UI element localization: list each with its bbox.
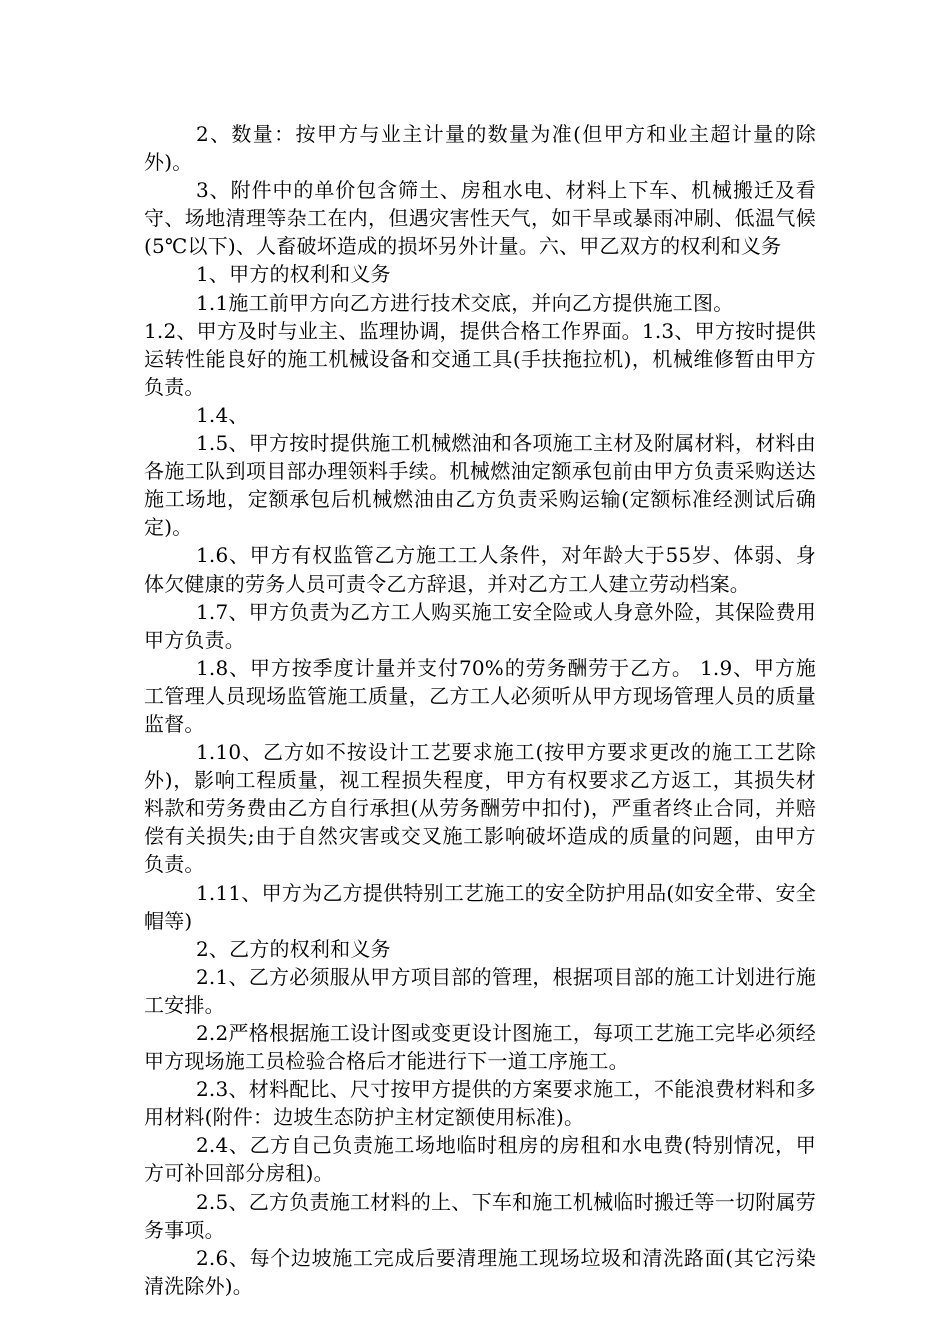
section-heading: 1、甲方的权利和义务 [196, 262, 391, 287]
paragraph: 2.3、材料配比、尺寸按甲方提供的方案要求施工，不能浪费材料和多用材料(附件：边坡生态防护主材定额使用标准)。 [144, 1077, 816, 1130]
section-heading: 2、乙方的权利和义务 [196, 936, 391, 961]
paragraph: 2.1、乙方必须服从甲方项目部的管理，根据项目部的施工计划进行施工安排。 [144, 964, 816, 1017]
paragraph: 3、附件中的单价包含筛土、房租水电、材料上下车、机械搬迁及看守、场地清理等杂工在内，但遇灾害性天气，如干旱或暴雨冲刷、低温气候(5℃以下)、人畜破坏造成的损坏另外计量。六、甲乙双方的权利和义务 [144, 178, 816, 259]
paragraph: 1.6、甲方有权监管乙方施工工人条件，对年龄大于55岁、体弱、身体欠健康的劳务人员可责令乙方辞退，并对乙方工人建立劳动档案。 [144, 543, 816, 596]
paragraph: 2、数量：按甲方与业主计量的数量为准(但甲方和业主超计量的除外)。 [144, 122, 816, 175]
paragraph: 1.11、甲方为乙方提供特别工艺施工的安全防护用品(如安全带、安全帽等) [144, 880, 816, 933]
paragraph: 2.5、乙方负责施工材料的上、下车和施工机械临时搬迁等一切附属劳务事项。 [144, 1189, 816, 1242]
paragraph: 2.4、乙方自己负责施工场地临时租房的房租和水电费(特别情况，甲方可补回部分房租)。 [144, 1133, 816, 1186]
paragraph: 1.7、甲方负责为乙方工人购买施工安全险或人身意外险，其保险费用甲方负责。 [144, 599, 816, 652]
paragraph: 2.6、每个边坡施工完成后要清理施工现场垃圾和清洗路面(其它污染清洗除外)。 [144, 1245, 816, 1298]
paragraph: 1.5、甲方按时提供施工机械燃油和各项施工主材及附属材料，材料由各施工队到项目部办理领料手续。机械燃油定额承包前由甲方负责采购送达施工场地，定额承包后机械燃油由乙方负责采购运输(定额标准经测试后确定)。 [144, 431, 816, 540]
paragraph: 1.8、甲方按季度计量并支付70%的劳务酬劳于乙方。 1.9、甲方施工管理人员现场监管施工质量，乙方工人必须听从甲方现场管理人员的质量监督。 [144, 655, 816, 736]
paragraph: 1.1施工前甲方向乙方进行技术交底，并向乙方提供施工图。 [196, 290, 734, 315]
document-page [144, 120, 816, 1300]
paragraph: 1.4、 [196, 402, 249, 427]
paragraph: 1.2、甲方及时与业主、监理协调，提供合格工作界面。1.3、甲方按时提供运转性能良好的施工机械设备和交通工具(手扶拖拉机)，机械维修暂由甲方负责。 [144, 318, 816, 399]
paragraph: 2.2严格根据施工设计图或变更设计图施工，每项工艺施工完毕必须经甲方现场施工员检验合格后才能进行下一道工序施工。 [144, 1021, 816, 1074]
paragraph: 1.10、乙方如不按设计工艺要求施工(按甲方要求更改的施工工艺除外)，影响工程质量，视工程损失程度，甲方有权要求乙方返工，其损失材料款和劳务费由乙方自行承担(从劳务酬劳中扣付)，严重者终止合同，并赔偿有关损失;由于自然灾害或交叉施工影响破坏造成的质量的问题，由甲方负责。 [144, 740, 816, 877]
